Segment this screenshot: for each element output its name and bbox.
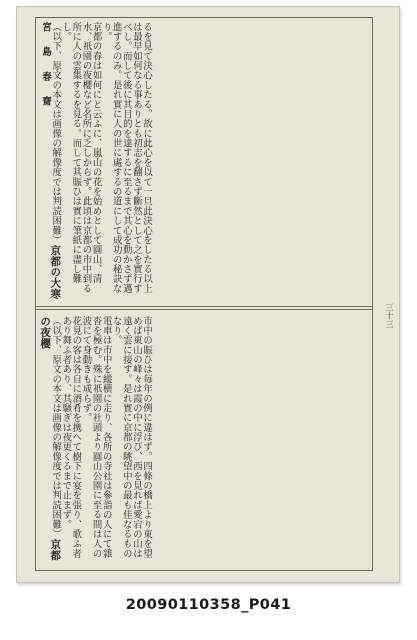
divider-line (36, 306, 372, 307)
lower-text-block (36, 312, 372, 570)
lower-body-text (36, 312, 155, 570)
article-heading: 京都の大寒 (49, 244, 62, 299)
article-author: 宮 島 春 齋 (40, 22, 52, 109)
upper-text-block (36, 18, 372, 304)
text-frame (35, 17, 373, 571)
lower-paragraph: 市中の賑ひは毎年の例に違はず。四條の橋上より東を望めば東山の峰々は霞の中に浮び、西を見れば愛宕の山は遠く雲に接す。是れ實に京都の眺望中の最も佳なるものなり。 電車は市中を縱横に走り、各所の寺社は參詣の人にて雜沓を極む。殊に祇園の社頭より圓山公園に至る間は人の波にて身動きも成らず。 花見の客は各自に酒肴を携へて樹下に宴を張り、歌ふ者あり舞ふ者あり、其騒ぎは夜更くるまで止まず。 （以下、原文の本文は画像の解像度では判読困難） (50, 316, 153, 559)
document-page (16, 6, 400, 583)
lower-heading: 京都の夜櫻 (39, 316, 62, 561)
image-caption: 20090110358_P041 (125, 597, 292, 613)
page-number: 三十三 (385, 303, 394, 329)
upper-paragraph: るを見て決心したる。故に此心を以て一旦此決心をしたる以上は最早如何なる事ありとも初志を翻さず斷然として之を實行すべし。而して後に其目的を達するに至るまで其心を動かさず邁進するのみ。是れ實に人の世に處するの道にして成功の秘訣なり。 京都の春は如何にと云ふに、嵐山の花を始めとして圓山、清水、祇園の夜櫻など名所に乏しからず。此頃は京都の市中到る所に人の雲集するを見る。而して其賑ひは實に筆紙に盡し難し。 （以下、原文の本文は画像の解像度では判読困難） (50, 22, 153, 294)
upper-body-text (36, 18, 155, 304)
divider-line-inner (36, 309, 372, 310)
